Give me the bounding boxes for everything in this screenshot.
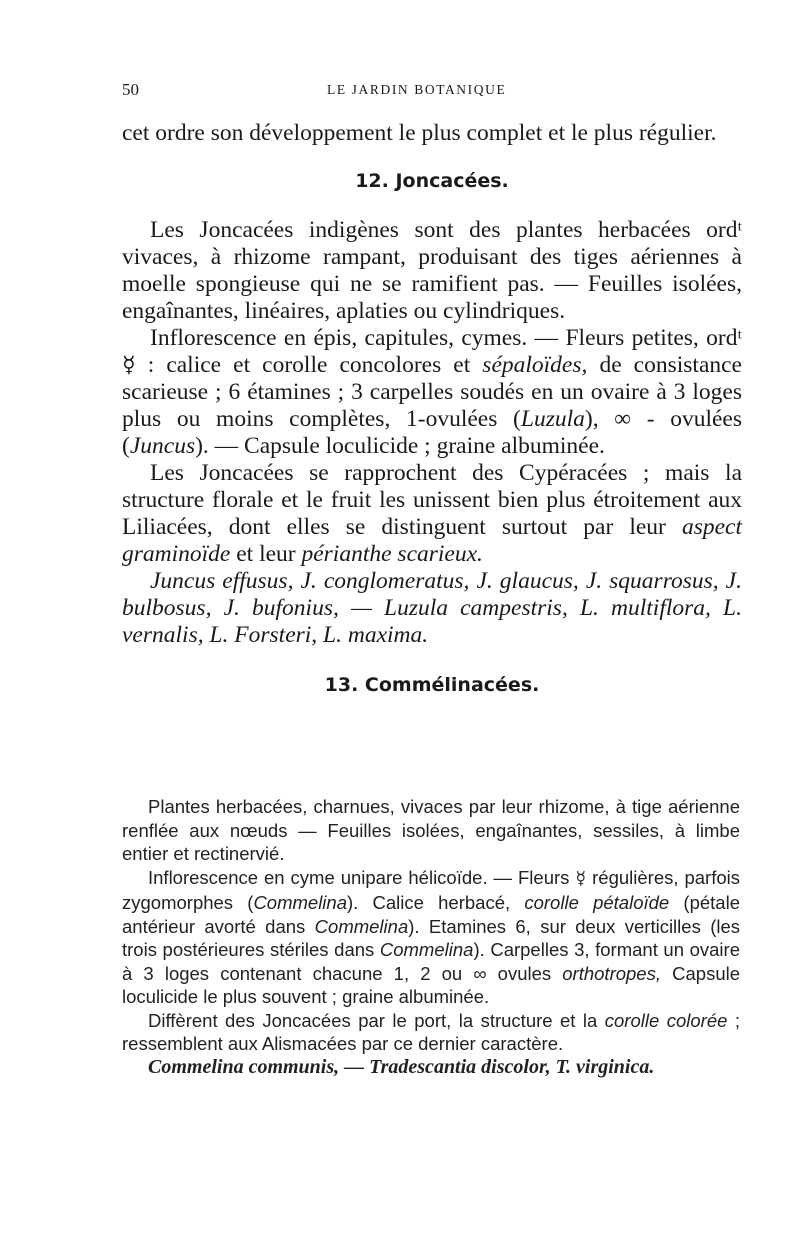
text-run: ). Etamines 6, sur deux verticilles (les trois postérieures stériles dans	[122, 915, 740, 960]
text-run: Inflorescence en cyme unipare hélicoïde. — Fleurs	[148, 866, 576, 888]
italic-term: corolle colorée	[604, 1009, 728, 1031]
italic-term: corolle pétaloïde	[524, 892, 670, 913]
hermaphrodite-symbol: ☿	[575, 868, 587, 889]
text-run: : calice et corolle concolores et	[135, 352, 483, 378]
italic-term: Juncus	[129, 433, 196, 459]
italic-term: Commelina	[314, 915, 409, 937]
joncacees-species-list: Juncus effusus, J. conglomeratus, J. glaucus, J. squarrosus, J. bulbosus, J. bufonius, — Luzula campestris, L. multiflora, L. vernalis, L. Forsteri, L. maxima.	[122, 568, 742, 648]
italic-term: orthotropes,	[562, 962, 661, 984]
text-run: ). Carpelles 3, formant un ovaire à 3 loges contenant chacune 1, 2 ou ∞ ovules	[122, 939, 740, 984]
text-run: ; ressemblent aux Alismacées par ce dernier caractère.	[122, 1009, 741, 1054]
section-commelinacees-text	[122, 795, 740, 1079]
page-number: 50	[122, 80, 139, 99]
text-run: ). — Capsule loculicide ; graine albuminée.	[195, 433, 605, 459]
section-heading-joncacees: 12. Joncacées.	[355, 170, 509, 192]
commelinacees-differences	[122, 1009, 740, 1056]
text-run: (pétale antérieur avorté dans	[122, 892, 740, 937]
text-run: Capsule loculicide le plus souvent ; graine albuminée.	[122, 962, 741, 1007]
commelinacees-description: Plantes herbacées, charnues, vivaces par leur rhizome, à tige aérienne renflée aux nœuds — Feuilles isolées, engaînantes, sessiles, à limbe entier et rectinervié.	[122, 796, 740, 864]
text-run: régulières, parfois zygomorphes (	[122, 866, 740, 913]
joncacees-flowers	[122, 325, 742, 460]
running-title: LE JARDIN BOTANIQUE	[327, 82, 507, 97]
commelinacees-flowers	[122, 866, 740, 1009]
text-run: Diffèrent des Joncacées par le port, la structure et la	[148, 1009, 605, 1031]
section-joncacees-text	[122, 120, 742, 721]
hermaphrodite-symbol: ☿	[122, 352, 136, 378]
text-run: ), ∞ - ovulées (	[122, 406, 742, 459]
italic-term: Luzula	[520, 406, 585, 432]
italic-term: aspect graminoïde	[122, 514, 742, 567]
joncacees-description: Les Joncacées indigènes sont des plantes herbacées ordᵗ vivaces, à rhizome rampant, produisant des tiges aériennes à moelle spongieuse qui ne se ramifient pas. — Feuilles isolées, engaînantes, linéaires, aplaties ou cylindriques.	[122, 217, 742, 324]
text-run: et leur	[230, 541, 302, 567]
continuation-paragraph: cet ordre son développement le plus complet et le plus régulier.	[122, 120, 717, 146]
text-run: ). Calice herbacé,	[347, 892, 525, 913]
italic-term: sépaloïdes,	[482, 352, 588, 378]
section-heading-commelinacees: 13. Commélinacées.	[324, 674, 540, 696]
italic-term: Commelina	[379, 939, 474, 960]
joncacees-affinities	[122, 460, 742, 568]
italic-term: Commelina	[253, 892, 347, 913]
commelinacees-species-list: Commelina communis, — Tradescantia discolor, T. virginica.	[148, 1055, 655, 1078]
text-run: Les Joncacées se rapprochent des Cypéracées ; mais la structure florale et le fruit les unissent bien plus étroitement aux Liliacées, dont elles se distinguent surtout par leur	[122, 460, 742, 540]
text-run: Inflorescence en épis, capitules, cymes. — Fleurs petites, ordᵗ	[150, 325, 742, 351]
text-run: de consistance scarieuse ; 6 étamines ; 3 carpelles soudés en un ovaire à 3 loges plus ou moins complètes, 1-ovulées (	[122, 352, 742, 432]
running-head	[122, 78, 742, 104]
italic-term: périanthe scarieux.	[301, 541, 483, 567]
